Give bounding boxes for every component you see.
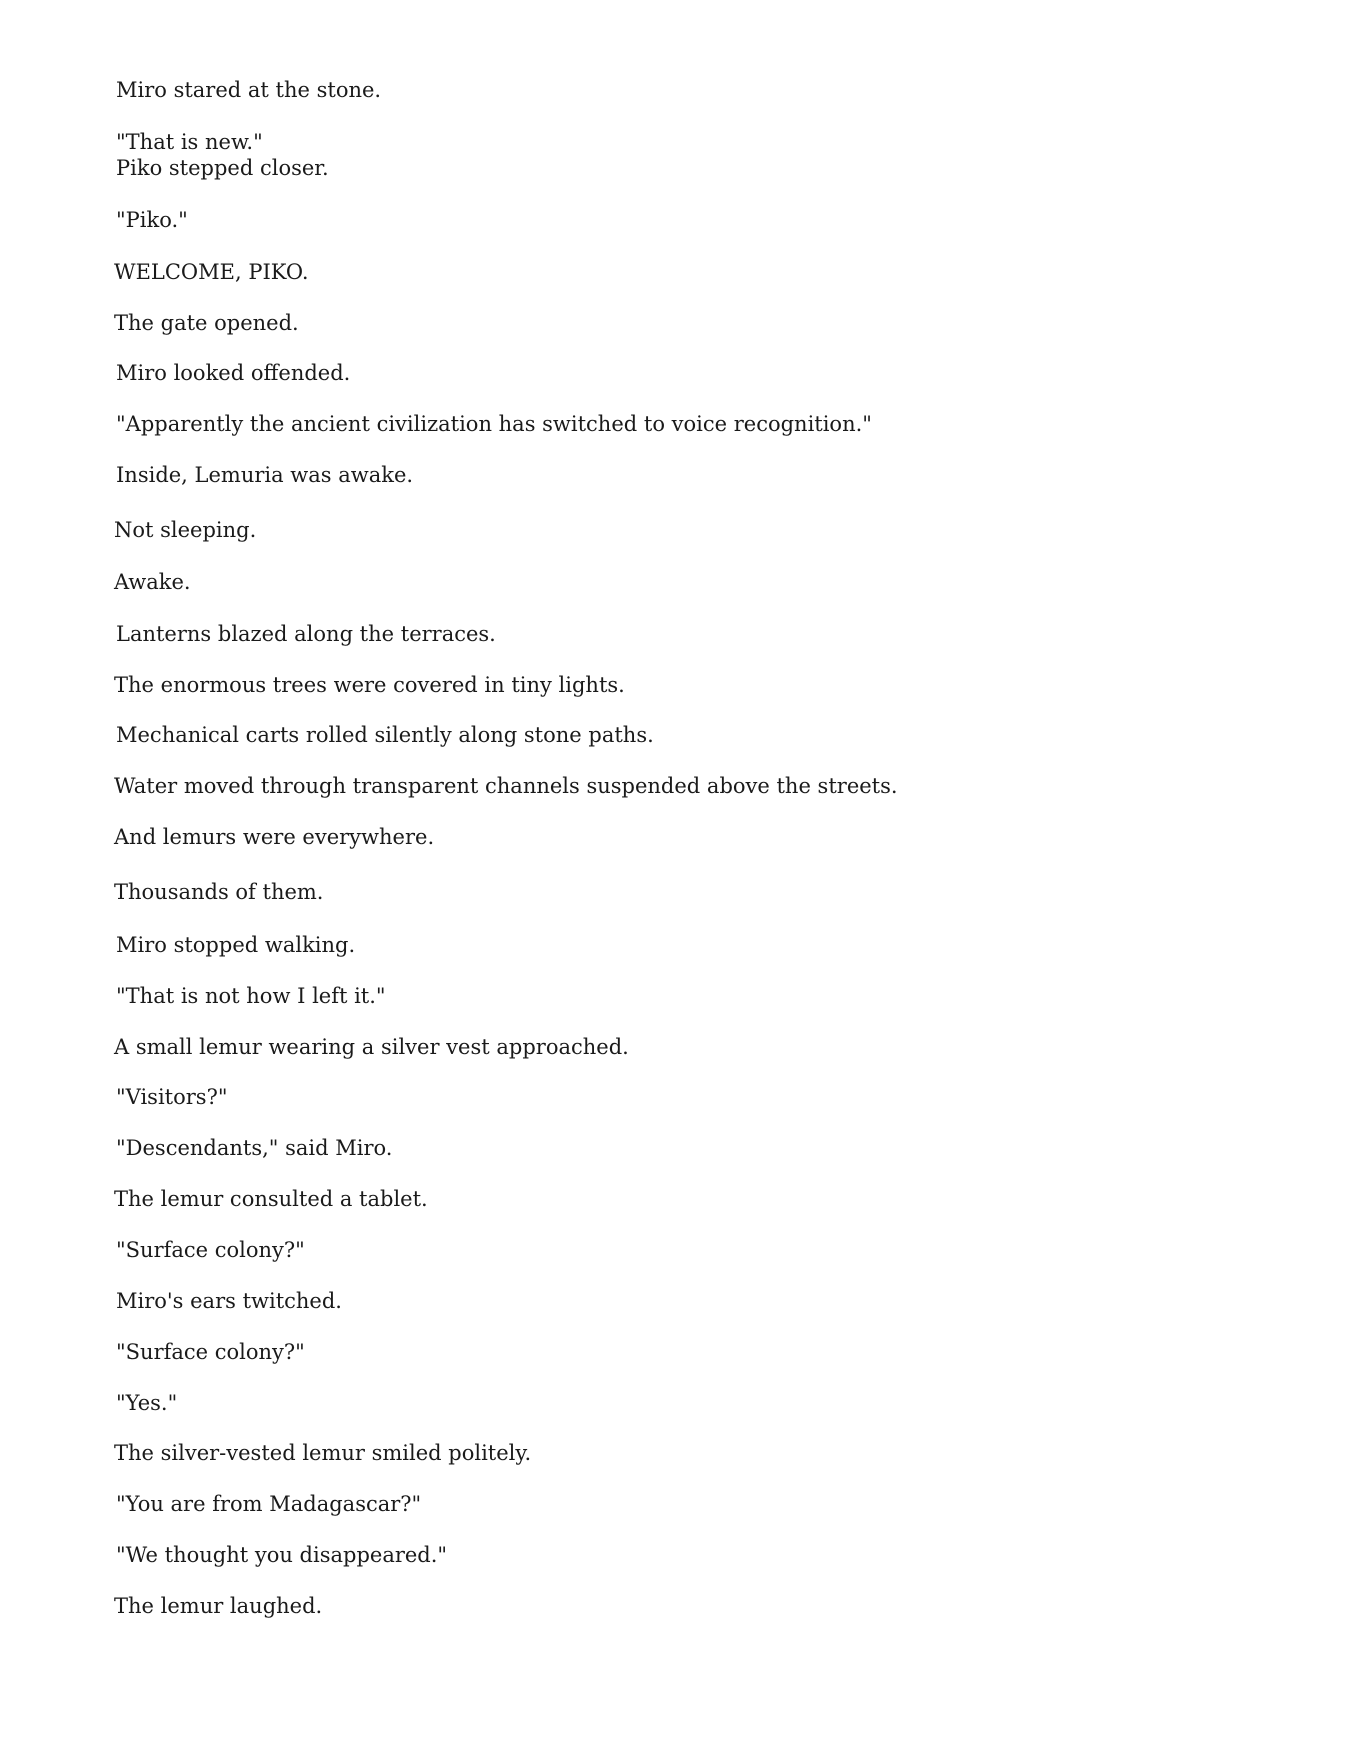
text-line: "Yes." (116, 1391, 178, 1415)
text-line: "Visitors?" (116, 1085, 228, 1109)
text-line: A small lemur wearing a silver vest approached. (114, 1035, 629, 1059)
text-line: Piko stepped closer. (116, 156, 329, 180)
text-line: "Apparently the ancient civilization has switched to voice recognition." (116, 412, 872, 436)
text-line: Miro stopped walking. (116, 933, 356, 957)
text-line: Miro stared at the stone. (116, 78, 382, 102)
text-line: "Descendants," said Miro. (116, 1136, 393, 1160)
text-line: "That is new." (116, 130, 263, 154)
text-line: "Surface colony?" (116, 1238, 305, 1262)
text-line: The lemur consulted a tablet. (114, 1187, 428, 1211)
text-line: Miro's ears twitched. (116, 1289, 342, 1313)
text-line: Water moved through transparent channels suspended above the streets. (114, 774, 898, 798)
text-line: Awake. (114, 570, 191, 594)
text-line: Mechanical carts rolled silently along stone paths. (116, 723, 654, 747)
text-line: "You are from Madagascar?" (116, 1492, 422, 1516)
text-line: Not sleeping. (114, 518, 257, 542)
text-line: Miro looked offended. (116, 361, 351, 385)
text-line: "That is not how I left it." (116, 984, 386, 1008)
text-line: WELCOME, PIKO. (114, 260, 309, 284)
text-line: "Surface colony?" (116, 1340, 305, 1364)
text-line: The gate opened. (114, 311, 299, 335)
text-line: And lemurs were everywhere. (114, 825, 435, 849)
text-line: Inside, Lemuria was awake. (116, 463, 414, 487)
text-line: Thousands of them. (114, 880, 324, 904)
text-line: The silver-vested lemur smiled politely. (114, 1441, 532, 1465)
text-line: Lanterns blazed along the terraces. (116, 622, 496, 646)
text-line: The enormous trees were covered in tiny lights. (114, 673, 625, 697)
text-line: "We thought you disappeared." (116, 1543, 448, 1567)
text-line: "Piko." (116, 208, 188, 232)
text-line: The lemur laughed. (114, 1594, 323, 1618)
